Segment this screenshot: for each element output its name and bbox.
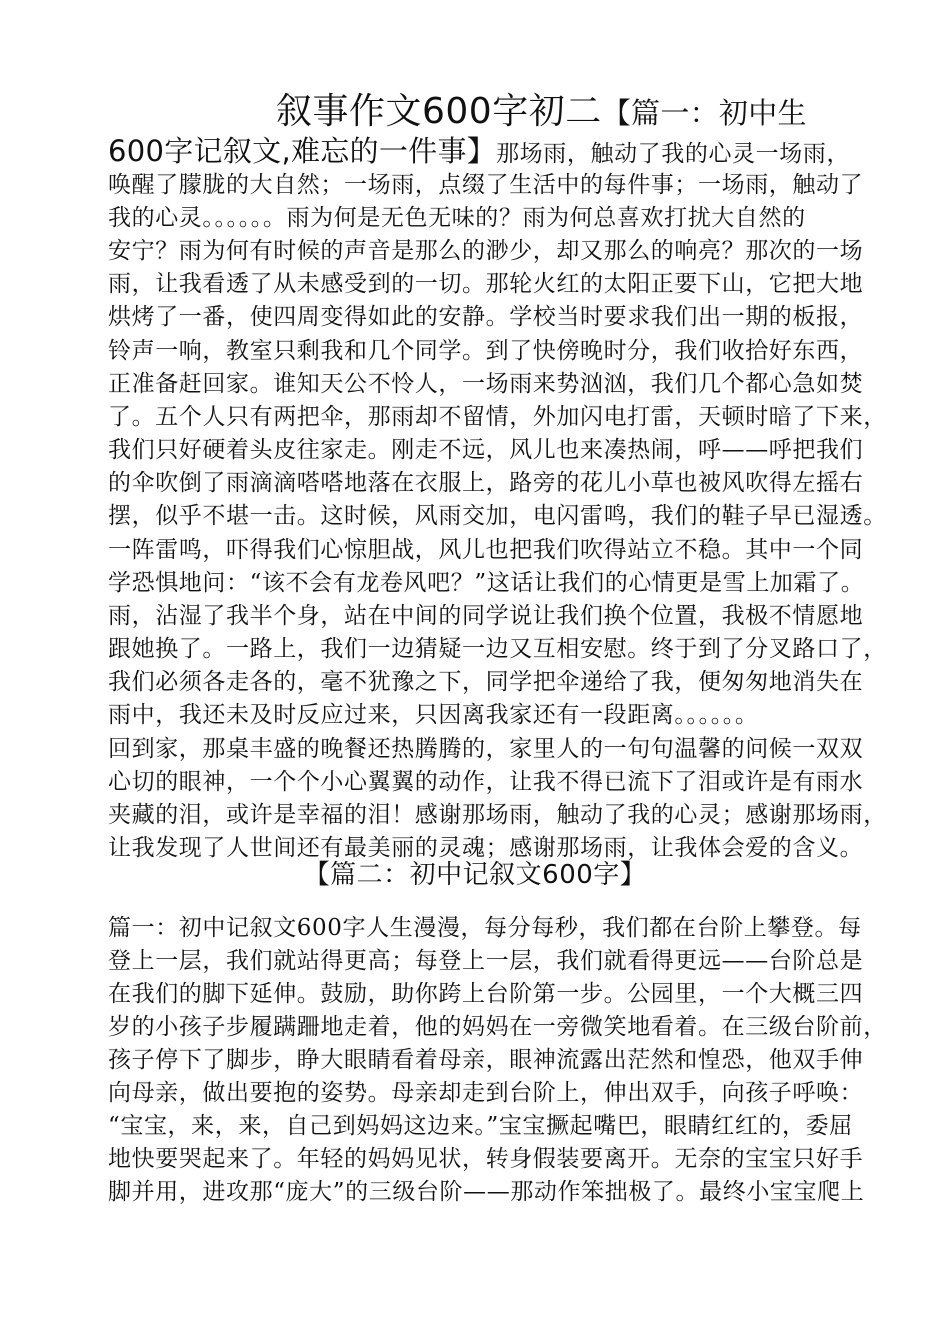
paragraph-line: 在我们的脚下延伸。鼓励，助你跨上台阶第一步。公园里，一个大概三四: [108, 981, 864, 1007]
paragraph-line: 向母亲，做出要抱的姿势。母亲却走到台阶上，伸出双手，向孩子呼唤：: [108, 1080, 864, 1106]
paragraph-line: 孩子停下了脚步，睁大眼睛看着母亲，眼神流露出茫然和惶恐，他双手伸: [108, 1047, 864, 1073]
paragraph-line: 岁的小孩子步履蹒跚地走着，他的妈妈在一旁微笑地看着。在三级台阶前，: [108, 1014, 887, 1040]
title-continuation: [108, 133, 850, 169]
paragraph-line: 跟她换了。一路上，我们一边猜疑一边又互相安慰。终于到了分叉路口了，: [108, 636, 887, 662]
paragraph-line: 登上一层，我们就站得更高；每登上一层，我们就看得更远——台阶总是: [108, 948, 864, 974]
paragraph-line: 回到家，那桌丰盛的晚餐还热腾腾的，家里人的一句句温馨的问候一双双: [108, 736, 864, 762]
paragraph-line: 唤醒了朦胧的大自然；一场雨，点缀了生活中的每件事；一场雨，触动了: [108, 172, 864, 198]
paragraph-line: 夹藏的泪，或许是幸福的泪！感谢那场雨，触动了我的心灵；感谢那场雨，: [108, 802, 887, 828]
paragraph-line: 的伞吹倒了雨滴滴嗒嗒地落在衣服上，路旁的花儿小草也被风吹得左摇右: [108, 470, 864, 496]
paragraph-line: 让我发现了人世间还有最美丽的灵魂；感谢那场雨，让我体会爱的含义。: [108, 835, 864, 861]
paragraph-line: 烘烤了一番，使四周变得如此的安静。学校当时要求我们出一期的板报，: [108, 304, 864, 330]
paragraph-line: 正准备赶回家。谁知天公不怜人，一场雨来势汹汹，我们几个都心急如焚: [108, 371, 864, 397]
paragraph-line: 篇一：初中记叙文600字人生漫漫，每分每秒，我们都在台阶上攀登。每: [108, 915, 862, 941]
paragraph-line: 雨中，我还未及时反应过来，只因离我家还有一段距离。。。。。。: [108, 702, 759, 728]
title-main: 叙事作文600字初二: [276, 91, 602, 132]
paragraph-line: 雨，让我看透了从未感受到的一切。那轮火红的太阳正要下山，它把大地: [108, 271, 864, 297]
section2-heading: 【篇二：初中记叙文600字】: [303, 860, 647, 890]
paragraph-line: 了。五个人只有两把伞，那雨却不留情，外加闪电打雷，天顿时暗了下来，: [108, 404, 887, 430]
paragraph-line: 我们只好硬着头皮往家走。刚走不远，风儿也来凑热闹，呼——呼把我们: [108, 437, 864, 463]
paragraph-line: 雨，沾湿了我半个身，站在中间的同学说让我们换个位置，我极不情愿地: [108, 603, 864, 629]
paragraph-line: 学恐惧地问：“该不会有龙卷风吧？”这话让我们的心情更是雪上加霜了。: [108, 570, 865, 596]
document-title: [276, 92, 807, 132]
paragraph-line: 地快要哭起来了。年轻的妈妈见状，转身假装要离开。无奈的宝宝只好手: [108, 1146, 864, 1172]
paragraph-line: 我们必须各走各的，毫不犹豫之下，同学把伞递给了我，便匆匆地消失在: [108, 669, 864, 695]
paragraph-line: 安宁？雨为何有时候的声音是那么的渺少，却又那么的响亮？那次的一场: [108, 238, 864, 264]
paragraph-line: 心切的眼神，一个个小心翼翼的动作，让我不得已流下了泪或许是有雨水: [108, 769, 864, 795]
subtitle-rest: 那场雨，触动了我的心灵一场雨，: [496, 141, 851, 167]
paragraph-line: 一阵雷鸣，吓得我们心惊胆战，风儿也把我们吹得站立不稳。其中一个同: [108, 537, 864, 563]
subtitle-main: 600字记叙文,难忘的一件事】: [108, 134, 497, 168]
paragraph-line: “宝宝，来，来，自己到妈妈这边来。”宝宝撅起嘴巴，眼睛红红的，委屈: [108, 1113, 853, 1139]
paragraph-line: 铃声一响，教室只剩我和几个同学。到了快傍晚时分，我们收拾好东西，: [108, 338, 864, 364]
title-sub: 【篇一：初中生: [601, 96, 807, 130]
paragraph-line: 脚并用，进攻那“庞大”的三级台阶——那动作笨拙极了。最终小宝宝爬上: [108, 1179, 865, 1205]
paragraph-line: 摆，似乎不堪一击。这时候，风雨交加，电闪雷鸣，我们的鞋子早已湿透。: [108, 503, 887, 529]
paragraph-line: 我的心灵。。。。。。雨为何是无色无味的？雨为何总喜欢打扰大自然的: [108, 205, 806, 231]
